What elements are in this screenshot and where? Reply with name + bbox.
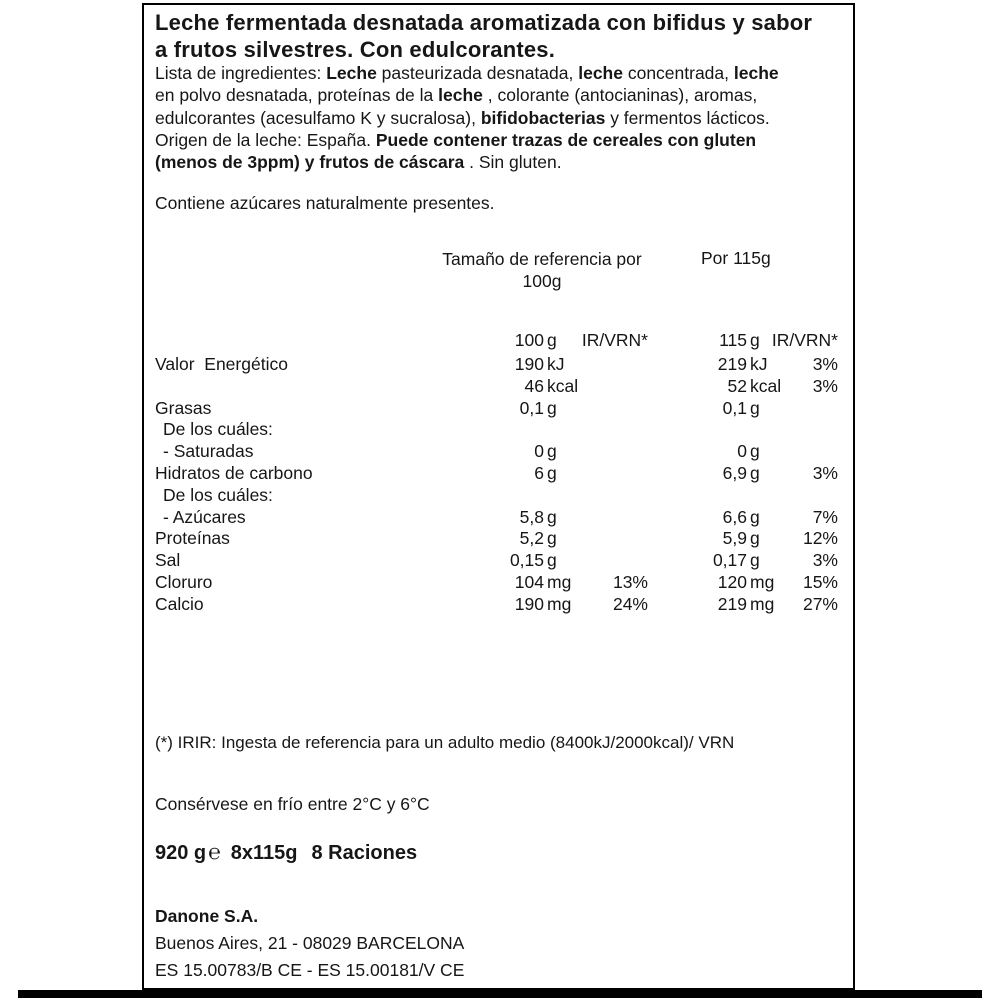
value-115g: 0,17 <box>712 550 747 571</box>
nutrition-row <box>144 398 838 420</box>
nutrient-label: Sal <box>155 550 181 571</box>
net-weight-line <box>155 841 417 865</box>
nutrition-row <box>144 485 838 507</box>
value-100g: 190 <box>514 354 544 374</box>
ingredients-line: en polvo desnatada, proteínas de la leche , colorante (antocianinas), aromas, <box>155 85 758 106</box>
pct-115g <box>771 441 838 463</box>
nutrient-label: Valor Energético <box>155 354 288 374</box>
nutrient-label: De los cuáles: <box>163 484 273 505</box>
value-100g: 190 <box>514 593 544 614</box>
nutrient-label <box>155 376 492 398</box>
ingredients-line: Origen de la leche: España. Puede contener trazas de cereales con gluten <box>155 129 757 150</box>
nutrition-row <box>144 572 838 594</box>
nutrient-label: - Saturadas <box>163 441 254 462</box>
unit-100g: kcal <box>547 375 579 396</box>
unit-100g: g <box>547 397 557 418</box>
unit-115g: g <box>750 462 760 483</box>
ingredients-line: edulcorantes (acesulfamo K y sucralosa), bifidobacterias y fermentos lácticos. <box>155 107 770 128</box>
pct-115g: 3% <box>812 550 838 571</box>
sugars-note: Contiene azúcares naturalmente presentes. <box>155 193 495 213</box>
column-gap <box>648 507 695 529</box>
ingredients-line: (menos de 3ppm) y frutos de cáscara . Sin gluten. <box>155 152 562 173</box>
nutrition-row <box>144 419 838 441</box>
value-100g: 0,15 <box>509 550 544 571</box>
unit-100g: g <box>547 462 557 483</box>
column-gap <box>648 441 695 463</box>
value-100g: 5,2 <box>519 528 544 549</box>
pct-115g <box>771 419 838 441</box>
pct-100g <box>580 354 648 376</box>
nutrition-row <box>144 550 838 572</box>
unit-115g <box>747 419 771 441</box>
nutrient-label: Cloruro <box>155 571 213 592</box>
pct-115g: 7% <box>812 506 838 527</box>
pct-115g: 3% <box>812 354 838 374</box>
nutrient-label <box>155 330 492 352</box>
nutrient-label: Proteínas <box>155 528 230 549</box>
pct-115g: 15% <box>802 571 838 592</box>
reference-header-line2: 100g <box>522 271 562 291</box>
column-gap <box>648 354 695 376</box>
value-115g: 6,9 <box>722 462 747 483</box>
bottom-crop-bar <box>18 990 982 998</box>
manufacturer-name: Danone S.A. <box>155 906 259 926</box>
unit-115g-header: g <box>750 330 760 350</box>
unit-115g: g <box>750 397 760 418</box>
pct-100g <box>580 528 648 550</box>
value-100g <box>492 419 544 441</box>
column-gap <box>648 330 695 352</box>
pct-100g <box>580 376 648 398</box>
unit-100g <box>544 485 580 507</box>
pct-100g <box>580 507 648 529</box>
qty-100g-header: 100 <box>514 330 544 350</box>
column-gap <box>648 419 695 441</box>
unit-115g: g <box>750 506 760 527</box>
reference-intake-footnote: (*) IRIR: Ingesta de referencia para un adulto medio (8400kJ/2000kcal)/ VRN <box>155 733 735 752</box>
servings-count: 8 Raciones <box>311 842 418 864</box>
nutrition-header-row <box>144 330 838 352</box>
value-115g: 0 <box>737 441 747 462</box>
nutrition-row <box>144 507 838 529</box>
pct-115g: 3% <box>812 375 838 396</box>
unit-115g: mg <box>750 571 775 592</box>
value-100g: 104 <box>514 571 544 592</box>
nutrient-label: Calcio <box>155 593 204 614</box>
column-gap <box>648 463 695 485</box>
pct-100g <box>580 441 648 463</box>
pct-100g <box>580 419 648 441</box>
unit-100g: mg <box>547 571 572 592</box>
unit-100g: g <box>547 528 557 549</box>
nutrition-row <box>144 463 838 485</box>
column-gap <box>648 594 695 616</box>
pct-115g-header: IR/VRN* <box>771 330 838 350</box>
label-sheet <box>142 3 855 990</box>
value-100g: 5,8 <box>519 506 544 527</box>
unit-115g: g <box>750 550 760 571</box>
value-115g: 219 <box>717 593 747 614</box>
ingredients-text <box>155 62 855 173</box>
unit-115g: kJ <box>750 354 768 374</box>
value-100g: 6 <box>534 462 544 483</box>
value-100g: 0 <box>534 441 544 462</box>
manufacturer-block <box>155 903 464 984</box>
nutrient-label: Grasas <box>155 397 212 418</box>
unit-100g <box>544 419 580 441</box>
pct-100g: 13% <box>612 571 648 592</box>
pct-100g-header: IR/VRN* <box>581 330 648 350</box>
value-100g: 46 <box>524 375 544 396</box>
column-gap <box>648 398 695 420</box>
pct-100g <box>580 550 648 572</box>
column-gap <box>648 572 695 594</box>
nutrition-column-header <box>144 330 838 352</box>
qty-115g-header: 115 <box>719 330 747 350</box>
pct-115g: 3% <box>812 462 838 483</box>
column-gap <box>648 528 695 550</box>
column-gap <box>648 376 695 398</box>
product-title <box>155 9 855 63</box>
value-100g: 0,1 <box>519 397 544 418</box>
pack-format: 8x115g <box>230 842 298 864</box>
reference-header-line1: Tamaño de referencia por <box>442 249 642 269</box>
nutrition-table <box>144 354 838 616</box>
value-115g: 120 <box>717 571 747 592</box>
product-title-line2: a frutos silvestres. Con edulcorantes. <box>155 37 556 62</box>
column-gap <box>648 550 695 572</box>
nutrition-row <box>144 354 838 376</box>
unit-115g: g <box>750 441 760 462</box>
value-115g: 6,6 <box>722 506 747 527</box>
pct-100g <box>580 398 648 420</box>
nutrition-reference-header <box>430 248 654 292</box>
product-title-line1: Leche fermentada desnatada aromatizada con bifidus y sabor <box>155 10 813 35</box>
nutrition-row <box>144 376 838 398</box>
nutrient-label: Hidratos de carbono <box>155 462 313 483</box>
value-115g: 5,9 <box>722 528 747 549</box>
unit-100g: mg <box>547 593 572 614</box>
pct-115g: 12% <box>802 528 838 549</box>
unit-100g: kJ <box>547 354 565 374</box>
unit-100g-header: g <box>547 330 557 350</box>
pct-100g <box>580 463 648 485</box>
nutrition-row <box>144 594 838 616</box>
per-serving-header: Por 115g <box>701 248 771 268</box>
unit-115g: kcal <box>750 375 782 396</box>
value-115g: 52 <box>727 375 747 396</box>
pct-100g: 24% <box>612 593 648 614</box>
column-gap <box>648 485 695 507</box>
unit-115g: mg <box>750 593 775 614</box>
value-115g: 219 <box>717 354 747 374</box>
unit-115g: g <box>750 528 760 549</box>
pct-115g <box>771 485 838 507</box>
pct-115g <box>771 398 838 420</box>
value-115g: 0,1 <box>722 397 747 418</box>
unit-100g: g <box>547 441 557 462</box>
nutrient-label: De los cuáles: <box>163 419 273 440</box>
storage-instructions: Consérvese en frío entre 2°C y 6°C <box>155 794 430 814</box>
nutrition-row <box>144 528 838 550</box>
nutrition-row <box>144 441 838 463</box>
unit-100g: g <box>547 506 557 527</box>
pct-115g: 27% <box>802 593 838 614</box>
pct-100g <box>580 485 648 507</box>
nutrient-label: - Azúcares <box>163 506 246 527</box>
value-100g <box>492 485 544 507</box>
manufacturer-registration: ES 15.00783/B CE - ES 15.00181/V CE <box>155 960 465 980</box>
manufacturer-address: Buenos Aires, 21 - 08029 BARCELONA <box>155 933 465 953</box>
net-weight: 920 g <box>155 842 207 864</box>
unit-115g <box>747 485 771 507</box>
ingredients-line: Lista de ingredientes: Leche pasteurizada desnatada, leche concentrada, leche <box>155 63 779 83</box>
value-115g <box>695 485 747 507</box>
unit-100g: g <box>547 550 557 571</box>
value-115g <box>695 419 747 441</box>
estimated-sign-icon: ℮ <box>208 841 221 864</box>
